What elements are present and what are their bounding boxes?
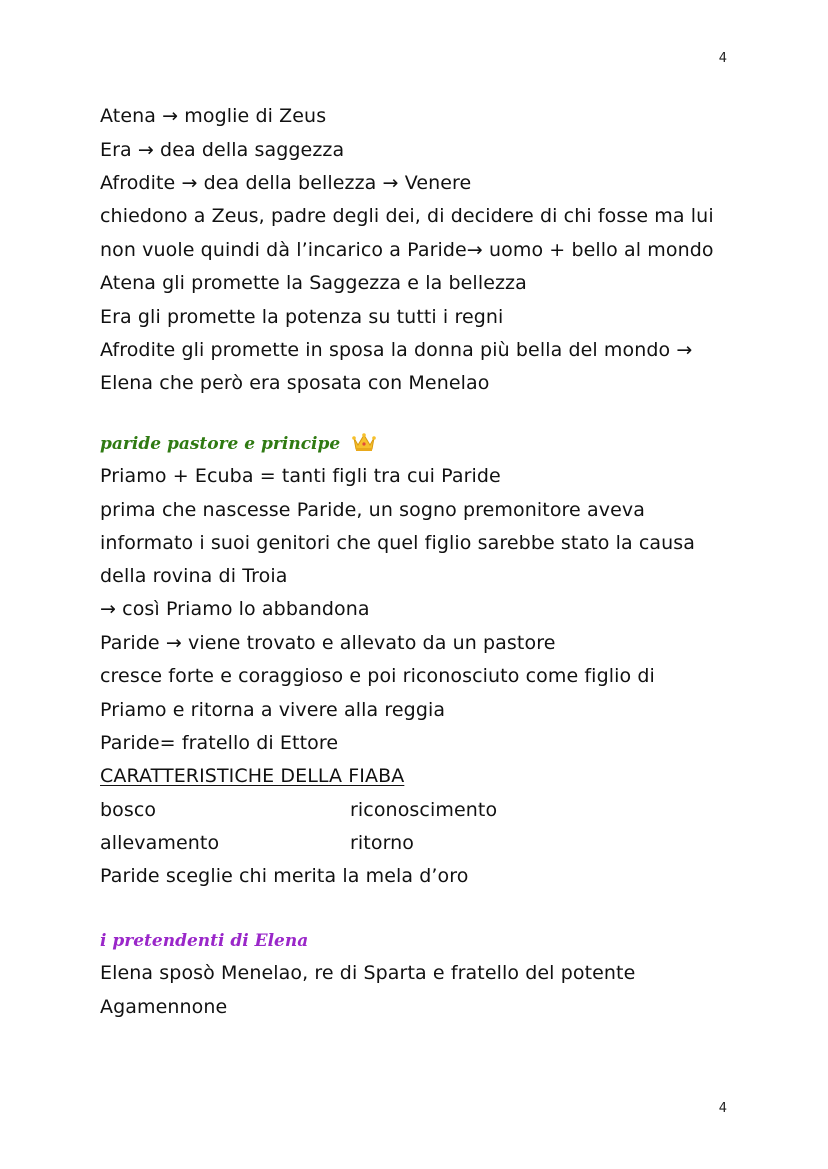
- text-line: Elena sposò Menelao, re di Sparta e fratello del potente: [100, 962, 636, 984]
- feature-item: ritorno: [350, 832, 415, 854]
- text-line: della rovina di Troia: [100, 565, 288, 587]
- text-line: Afrodite → dea della bellezza → Venere: [100, 172, 472, 194]
- text-line: Priamo + Ecuba = tanti figli tra cui Paride: [100, 465, 501, 487]
- text-line: cresce forte e coraggioso e poi riconosciuto come figlio di: [100, 665, 655, 687]
- text-line: Paride= fratello di Ettore: [100, 732, 339, 754]
- feature-item: riconoscimento: [350, 799, 498, 821]
- text-line: Paride → viene trovato e allevato da un pastore: [100, 632, 556, 654]
- text-line: non vuole quindi dà l’incarico a Paride→ uomo + bello al mondo: [100, 239, 714, 261]
- text-line: Atena gli promette la Saggezza e la bellezza: [100, 272, 527, 294]
- features-row: [100, 831, 520, 855]
- text-line: Afrodite gli promette in sposa la donna più bella del mondo →: [100, 339, 693, 361]
- feature-item: allevamento: [100, 832, 220, 854]
- page-number-bottom: 4: [718, 1101, 727, 1116]
- section-heading-pretendenti: i pretendenti di Elena: [100, 931, 309, 951]
- page-number-top: 4: [718, 51, 727, 66]
- feature-item: bosco: [100, 799, 157, 821]
- text-line: Paride sceglie chi merita la mela d’oro: [100, 865, 469, 887]
- text-line: Elena che però era sposata con Menelao: [100, 372, 490, 394]
- text-line: informato i suoi genitori che quel figlio sarebbe stato la causa: [100, 532, 696, 554]
- subheading-caratteristiche: CARATTERISTICHE DELLA FIABA: [100, 765, 405, 787]
- text-line: prima che nascesse Paride, un sogno premonitore aveva: [100, 499, 645, 521]
- text-line: Agamennone: [100, 996, 228, 1018]
- crown-icon: [352, 432, 376, 458]
- features-row: [100, 798, 520, 822]
- text-line: Atena → moglie di Zeus: [100, 105, 327, 127]
- text-line: chiedono a Zeus, padre degli dei, di decidere di chi fosse ma lui: [100, 205, 714, 227]
- text-line: Era gli promette la potenza su tutti i regni: [100, 306, 504, 328]
- text-line: Era → dea della saggezza: [100, 139, 345, 161]
- text-line: Priamo e ritorna a vivere alla reggia: [100, 699, 446, 721]
- section-heading-paride: [100, 432, 376, 458]
- heading-text: paride pastore e principe: [100, 434, 341, 454]
- text-line: → così Priamo lo abbandona: [100, 598, 370, 620]
